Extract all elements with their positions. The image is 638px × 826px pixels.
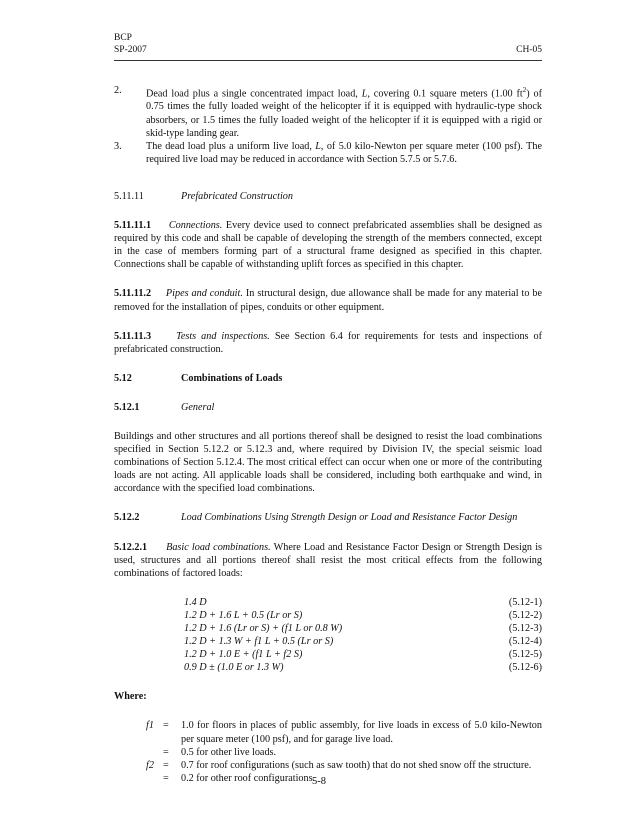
section-number: 5.11.11.2 — [114, 288, 152, 300]
header-rule — [114, 60, 542, 61]
paragraph: Buildings and other structures and all portions thereof shall be designed to resist the load combinations specified in Section 5.12.2 or 5.12.3 and, where required by Division IV, the special seismic load combinations of Section 5.12.4. The most critical effect can occur when one or more of the contributing loads are not acting. All applicable loads shall be considered, including both earthquake and wind, in accordance with the specified load combinations. — [114, 430, 542, 495]
section-title: Pipes and conduit. — [165, 288, 243, 300]
section-title: Connections. — [168, 220, 223, 232]
equation-ref: (5.12-1) — [508, 596, 542, 608]
paragraph-text: See Section 6.4 for requirements for tests and inspections of prefabricated construction. — [114, 330, 542, 355]
section-number: 5.12.2.1 — [114, 541, 148, 553]
section-number: 5.11.11.1 — [114, 220, 152, 232]
equation-row — [184, 596, 542, 609]
section-number: 5.11.11 — [114, 190, 144, 202]
where-label: Where: — [114, 691, 147, 703]
definition-sign: = — [163, 759, 169, 771]
section-title: Prefabricated Construction — [181, 190, 293, 202]
definition-symbol: f1 — [146, 720, 154, 732]
page-number: 5-8 — [312, 776, 326, 787]
section-number: 5.11.11.3 — [114, 330, 152, 342]
header-org: BCP — [114, 33, 132, 43]
equation-ref: (5.12-6) — [508, 662, 542, 674]
definition-row — [146, 719, 542, 745]
definition-row — [146, 746, 542, 759]
paragraph — [114, 287, 542, 313]
equation-row — [184, 648, 542, 661]
paragraph — [114, 541, 542, 580]
paragraph-text: Where Load and Resistance Factor Design or Strength Design is used, structures and all portions thereof shall resist the most critical effects from the following combinations of factored loads: — [114, 541, 542, 579]
equation-ref: (5.12-2) — [508, 609, 542, 621]
paragraph-text: In structural design, due allowance shall be made for any material to be removed for the installation of pipes, conduits or other equipment. — [114, 288, 542, 313]
equation-row — [184, 661, 542, 674]
section-number: 5.12 — [114, 372, 132, 384]
section-heading — [114, 511, 542, 524]
equation-row — [184, 635, 542, 648]
equation-formula: 1.2 D + 1.0 E + (f1 L + f2 S) — [184, 649, 303, 661]
list-item-text: The dead load plus a uniform live load, L, of 5.0 kilo-Newton per square meter (100 psf). The required live load may be reduced in accordance with Section 5.7.5 or 5.7.6. — [146, 140, 542, 165]
section-heading — [114, 190, 542, 203]
header-doc: SP-2007 — [114, 45, 147, 55]
section-title: Load Combinations Using Strength Design or Load and Resistance Factor Design — [181, 512, 518, 524]
equation-ref: (5.12-3) — [508, 623, 542, 635]
header-chapter: CH-05 — [516, 45, 542, 55]
section-title: Tests and inspections. — [176, 330, 270, 342]
page-header — [114, 32, 542, 56]
list-item-text: Dead load plus a single concentrated impact load, L, covering 0.1 square meters (1.00 $ft^2$) of 0.75 times the fully loaded weight of the helicopter if it is equipped with hydraulic-type shock absorbers, or 1.5 times the fully loaded weight of the helicopter if it is equipped with a rigid or skid-type landing gear. — [146, 86, 543, 139]
paragraph — [114, 330, 542, 356]
list-item-number: 3. — [114, 140, 122, 152]
definition-text: 1.0 for floors in places of public assembly, for live loads in excess of 5.0 kilo-Newton per square meter (100 psf), and for garage live load. — [181, 720, 542, 745]
section-title: Combinations of Loads — [181, 372, 283, 384]
section-heading — [114, 372, 542, 385]
equation-formula: 1.2 D + 1.3 W + f1 L + 0.5 (Lr or S) — [184, 636, 334, 648]
definition-symbol — [146, 746, 163, 759]
definition-text: 0.2 for other roof configurations. — [181, 772, 316, 784]
page-body — [114, 84, 542, 785]
list-item-number: 2. — [114, 85, 122, 96]
equation-row — [184, 609, 542, 622]
equation-formula: 1.2 D + 1.6 (Lr or S) + (f1 L or 0.8 W) — [184, 623, 343, 635]
list-item — [114, 140, 542, 166]
definition-row — [146, 759, 542, 772]
definition-text: 0.5 for other live loads. — [181, 746, 277, 758]
definition-sign: = — [163, 772, 169, 784]
equation-ref: (5.12-5) — [508, 649, 542, 661]
equation-formula: 1.4 D — [184, 596, 207, 608]
paragraph-text: Every device used to connect prefabricated assemblies shall be designed as required by this code and shall be capable of developing the strength of the members connected, except in the case of members forming part of a structural frame designed as specified in this chapter. Connections shall be capable of withstanding uplift forces as specified in this chapter. — [114, 220, 543, 271]
equation-formula: 1.2 D + 1.6 L + 0.5 (Lr or S) — [184, 609, 303, 621]
definition-symbol: f2 — [146, 759, 154, 771]
equation-row — [184, 622, 542, 635]
definition-sign: = — [163, 746, 169, 758]
equation-ref: (5.12-4) — [508, 636, 542, 648]
section-number: 5.12.1 — [114, 401, 140, 413]
section-heading — [114, 401, 542, 414]
definition-sign: = — [163, 720, 169, 732]
section-number: 5.12.2 — [114, 512, 140, 524]
equation-formula: 0.9 D ± (1.0 E or 1.3 W) — [184, 662, 284, 674]
list-item — [114, 84, 542, 140]
paragraph — [114, 219, 542, 271]
equation-list — [184, 596, 542, 675]
section-title: Basic load combinations. — [166, 541, 271, 553]
definition-text: 0.7 for roof configurations (such as saw tooth) that do not shed snow off the structure. — [181, 759, 532, 771]
section-title: General — [181, 401, 215, 413]
